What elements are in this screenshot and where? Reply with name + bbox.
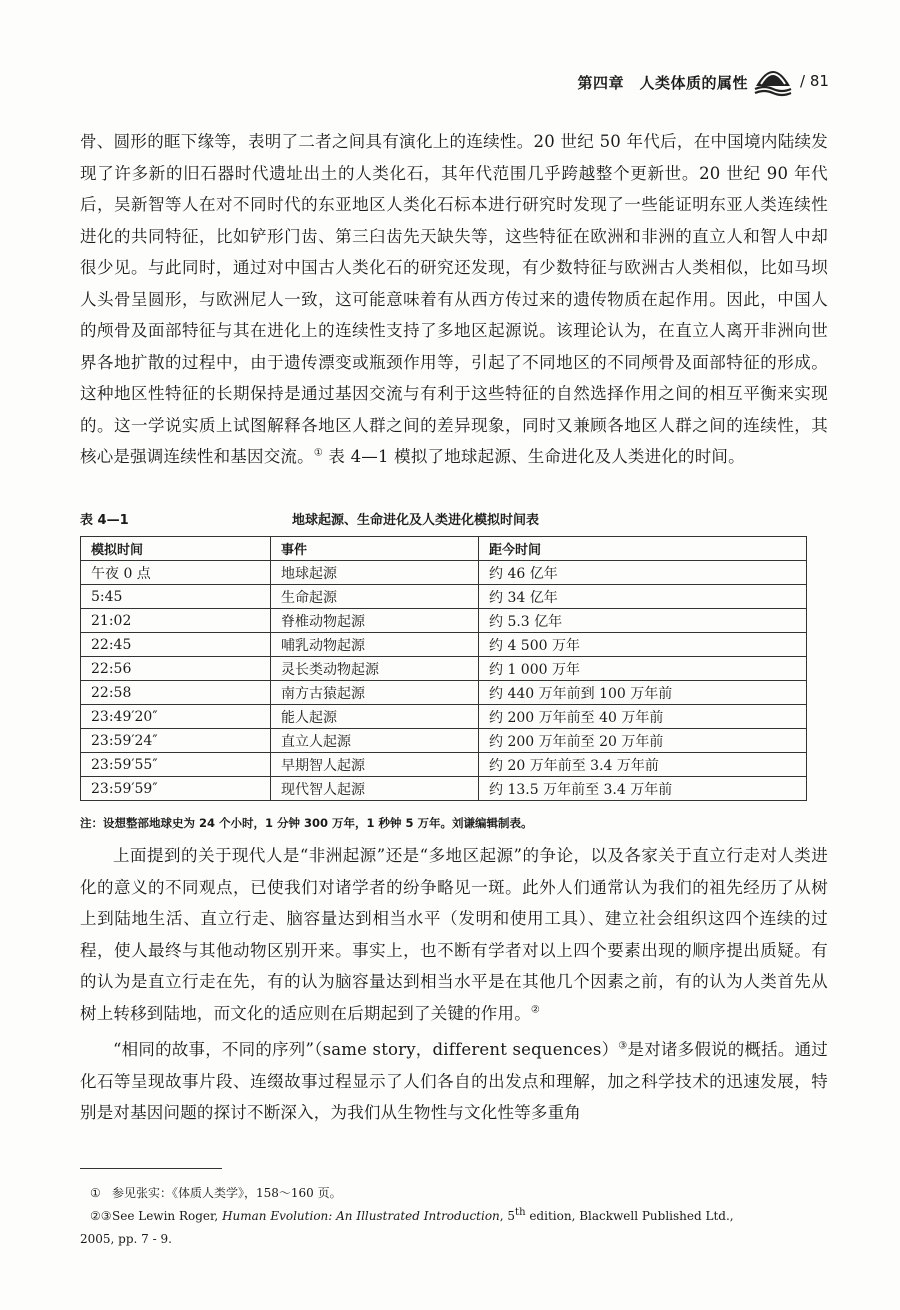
table-cell: 早期智人起源: [271, 753, 479, 777]
table-cell: 哺乳动物起源: [271, 633, 479, 657]
footnote-2: [80, 1205, 828, 1228]
footnote-text: , 5: [499, 1209, 516, 1223]
footnote-ref: ②: [530, 1004, 541, 1015]
paragraph-text-tail: 是对诸多假说的概括。通过化石等呈现故事片段、连缀故事过程显示了人们各自的出发点和理解，加之科学技术的迅速发展，特别是对基因问题的探讨不断深入，为我们从生物性与文化性等多重角: [80, 1040, 828, 1122]
paragraph-text-tail: 表 4—1 模拟了地球起源、生命进化及人类进化的时间。: [322, 447, 745, 466]
table-cell: 约 200 万年前至 40 万年前: [479, 705, 807, 729]
footnote-text: 参见张实：《体质人类学》，158～160 页。: [112, 1186, 342, 1200]
timeline-table: [80, 536, 807, 801]
table-note: 注：设想整部地球史为 24 个小时，1 分钟 300 万年，1 秒钟 5 万年。刘谦编辑制表。: [80, 816, 533, 830]
chapter-title: 第四章 人类体质的属性: [577, 74, 748, 92]
footnote-text: edition, Blackwell Published Ltd.,: [525, 1209, 734, 1223]
table-cell: 22:58: [81, 681, 271, 705]
footnote-mark: ②③: [90, 1209, 112, 1223]
table-cell: 现代智人起源: [271, 777, 479, 801]
table-cell: 约 20 万年前至 3.4 万年前: [479, 753, 807, 777]
body-paragraph-2: [80, 840, 828, 1029]
column-header: 模拟时间: [81, 537, 271, 561]
table-cell: 约 4 500 万年: [479, 633, 807, 657]
footnote-mark: ①: [90, 1186, 101, 1200]
running-header: [0, 58, 900, 98]
table-row: [81, 561, 807, 585]
table-title: 地球起源、生命进化及人类进化模拟时间表: [292, 513, 540, 528]
paragraph-text: 上面提到的关于现代人是“非洲起源”还是“多地区起源”的争论，以及各家关于直立行走对人类进化的意义的不同观点，已使我们对诸学者的纷争略见一斑。此外人们通常认为我们的祖先经历了从树上到陆地生活、直立行走、脑容量达到相当水平（发明和使用工具）、建立社会组织这四个连续的过程，使人最终与其他动物区别开来。事实上，也不断有学者对以上四个要素出现的顺序提出质疑。有的认为是直立行走在先，有的认为脑容量达到相当水平是在其他几个因素之前，有的认为人类首先从树上转移到陆地，而文化的适应则在后期起到了关键的作用。: [80, 846, 828, 1023]
table-row: [81, 753, 807, 777]
table-row: [81, 633, 807, 657]
table-cell: 地球起源: [271, 561, 479, 585]
table-row: [81, 729, 807, 753]
body-paragraph-3: [80, 1034, 828, 1129]
table-cell: 脊椎动物起源: [271, 609, 479, 633]
table-cell: 约 13.5 万年前至 3.4 万年前: [479, 777, 807, 801]
table-cell: 约 1 000 万年: [479, 657, 807, 681]
table-cell: 南方古猿起源: [271, 681, 479, 705]
table-cell: 23:59′24″: [81, 729, 271, 753]
table-header-row: [81, 537, 807, 561]
paragraph-text: “相同的故事，不同的序列”（same story，different sequences）: [113, 1040, 619, 1059]
footnote-ref: ①: [313, 447, 323, 459]
table-cell: 约 34 亿年: [479, 585, 807, 609]
table-cell: 22:45: [81, 633, 271, 657]
footnote-divider: [80, 1168, 222, 1169]
book-title: Human Evolution: An Illustrated Introduction: [222, 1209, 500, 1223]
column-header: 距今时间: [479, 537, 807, 561]
table-cell: 23:49′20″: [81, 705, 271, 729]
paragraph-text: 骨、圆形的眶下缘等，表明了二者之间具有演化上的连续性。20 世纪 50 年代后，在中国境内陆续发现了许多新的旧石器时代遗址出土的人类化石，其年代范围几乎跨越整个更新世。20 世纪 90 年代后，吴新智等人在对不同时代的东亚地区人类化石标本进行研究时发现了一些能证明东亚人类连续性进化的共同特征，比如铲形门齿、第三臼齿先天缺失等，这些特征在欧洲和非洲的直立人和智人中却很少见。与此同时，通过对中国古人类化石的研究还发现，有少数特征与欧洲古人类相似，比如马坝人头骨呈圆形，与欧洲尼人一致，这可能意味着有从西方传过来的遗传物质在起作用。因此，中国人的颅骨及面部特征与其在进化上的连续性支持了多地区起源说。该理论认为，在直立人离开非洲向世界各地扩散的过程中，由于遗传漂变或瓶颈作用等，引起了不同地区的不同颅骨及面部特征的形成。这种地区性特征的长期保持是通过基因交流与有利于这些特征的自然选择作用之间的相互平衡来实现的。这一学说实质上试图解释各地区人群之间的差异现象，同时又兼顾各地区人群之间的连续性，其核心是强调连续性和基因交流。: [80, 132, 828, 466]
column-header: 事件: [271, 537, 479, 561]
table-cell: 灵长类动物起源: [271, 657, 479, 681]
table-number: 表 4—1: [80, 513, 129, 528]
table-cell: 午夜 0 点: [81, 561, 271, 585]
table-cell: 21:02: [81, 609, 271, 633]
table-cell: 能人起源: [271, 705, 479, 729]
table-cell: 22:56: [81, 657, 271, 681]
footnote-1: [80, 1182, 828, 1205]
table-row: [81, 657, 807, 681]
edition-superscript: th: [515, 1207, 526, 1218]
footnote-ref: ③: [618, 1040, 628, 1052]
table-cell: 约 440 万年前到 100 万年前: [479, 681, 807, 705]
table-row: [81, 777, 807, 801]
table-cell: 约 200 万年前至 20 万年前: [479, 729, 807, 753]
table-cell: 生命起源: [271, 585, 479, 609]
table-row: [81, 585, 807, 609]
footnotes: [80, 1182, 828, 1251]
page-number: / 81: [800, 72, 829, 90]
table-row: [81, 609, 807, 633]
table-cell: 23:59′59″: [81, 777, 271, 801]
body-paragraph-1: [80, 126, 828, 473]
chapter-logo-icon: [752, 58, 794, 98]
table-cell: 5:45: [81, 585, 271, 609]
table-row: [81, 705, 807, 729]
table-row: [81, 681, 807, 705]
table-cell: 直立人起源: [271, 729, 479, 753]
table-cell: 23:59′55″: [81, 753, 271, 777]
footnote-2-continued: 2005, pp. 7 - 9.: [80, 1232, 172, 1246]
footnote-text: See Lewin Roger,: [112, 1209, 223, 1223]
table-caption: [80, 509, 820, 531]
table-cell: 约 46 亿年: [479, 561, 807, 585]
table-cell: 约 5.3 亿年: [479, 609, 807, 633]
